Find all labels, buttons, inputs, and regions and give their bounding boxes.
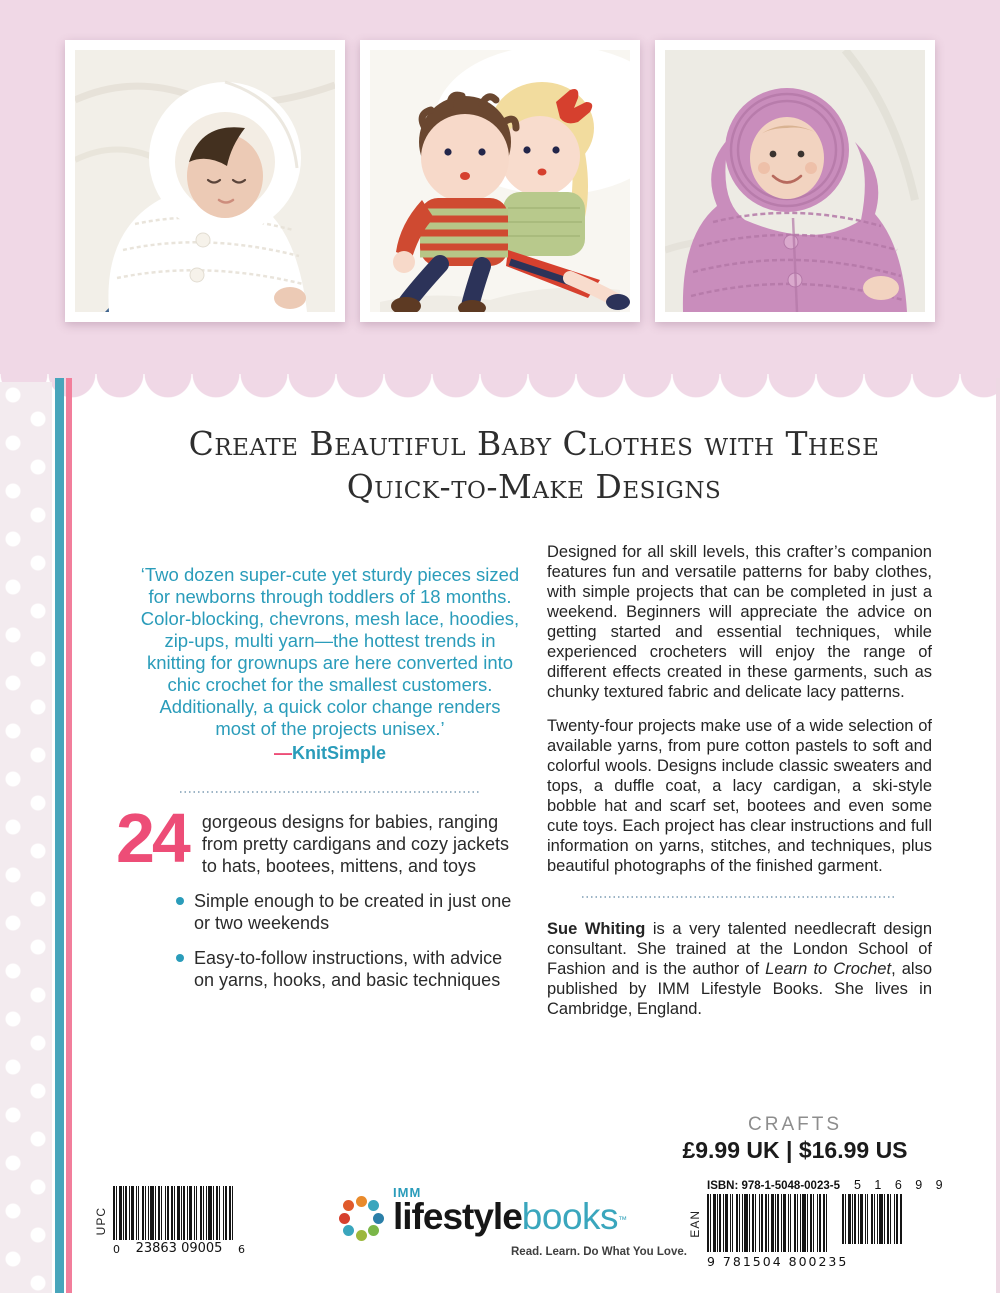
photo-baby-pink-cardigan — [655, 40, 935, 322]
upc-digit-right: 6 — [238, 1243, 245, 1256]
polka-dot-rail — [0, 382, 52, 1293]
bullet-item: Easy-to-follow instructions, with advice on yarns, hooks, and basic techniques — [176, 947, 520, 991]
headline-line1: Create Beautiful Baby Clothes with These — [188, 424, 880, 463]
dotted-divider — [582, 896, 897, 898]
back-cover-content — [72, 398, 996, 1033]
headline-line2: Quick-to-Make Designs — [346, 467, 722, 506]
photo-crochet-dolls — [360, 40, 640, 322]
ean-body — [707, 1178, 948, 1269]
author-name: Sue Whiting — [547, 920, 646, 938]
publisher-imprint: IMM — [393, 1185, 422, 1200]
price-label: £9.99 UK | $16.99 US — [682, 1137, 908, 1163]
upc-digits: 23863 09005 — [135, 1241, 223, 1256]
ean-addon-number: 5 1 6 9 9 — [853, 1178, 948, 1192]
teal-stripe — [55, 378, 64, 1293]
upc-digit-left: 0 — [113, 1243, 120, 1256]
ean-barcode-block — [688, 1178, 948, 1269]
sleeping-baby-illustration — [75, 50, 335, 312]
photo-row — [65, 40, 935, 322]
ean-label: EAN — [688, 1209, 702, 1238]
trademark-symbol: ™ — [618, 1214, 628, 1225]
photo-sleeping-baby-white-hoodie — [65, 40, 345, 322]
bullet-item: Simple enough to be created in just one or two weekends — [176, 890, 520, 934]
upc-label: UPC — [94, 1206, 108, 1236]
publisher-dots-icon — [337, 1194, 385, 1242]
bio-text-1: is a very talented needlecraft design consultant. She trained at the London School of Fashion and is the author of — [547, 920, 932, 978]
dotted-divider — [180, 791, 480, 793]
upc-barcode — [113, 1186, 233, 1240]
publisher-logo — [337, 1186, 687, 1258]
ean-barcode — [707, 1194, 829, 1252]
author-bio — [547, 919, 932, 1019]
bio-text-2: , also published by IMM Lifestyle Books. She lives in Cambridge, England. — [547, 960, 933, 1018]
description-paragraph-1: Designed for all skill levels, this crafter’s companion features fun and versatile patterns for baby clothes, with simple projects that can be completed in just a weekend. Beginners will appreciate the advice on getting started and essential techniques, while experienced crocheters will enjoy the range of different effects created in these garments, such as chunky textured fabric and delicate lacy patterns. — [547, 543, 932, 701]
category-label: CRAFTS — [748, 1114, 842, 1135]
upc-barcode-block — [94, 1186, 245, 1256]
design-count-text: gorgeous designs for babies, ranging from pretty cardigans and cozy jackets to hats, bootees, mittens, and toys — [201, 812, 510, 876]
right-column — [547, 542, 932, 1033]
design-count-row — [116, 799, 520, 877]
pink-cardigan-baby-illustration — [665, 50, 925, 312]
publisher-tagline: Read. Learn. Do What You Love. — [511, 1246, 687, 1258]
description-paragraph-2: Twenty-four projects make use of a wide selection of available yarns, from pure cotton pastels to soft and colorful wools. Designs include classic sweaters and tops, a duffle coat, a lacy cardigan, a ski-style bobble hat and scarf set, bootees and even some cute toys. Each project has clear instructions and full information on yarns, stitches, and techniques, plus beautiful photographs of the finished garment. — [547, 717, 932, 875]
publisher-wordmark — [393, 1196, 687, 1243]
highlight-bullets — [140, 890, 520, 991]
ean-digits: 9 781504 800235 — [707, 1254, 849, 1269]
ean-addon-barcode — [842, 1194, 902, 1244]
review-attribution — [140, 743, 520, 764]
wordmark-lifestyle: lifestyle — [393, 1196, 522, 1237]
upc-body — [113, 1186, 245, 1256]
isbn-number: ISBN: 978-1-5048-0023-5 — [707, 1180, 840, 1192]
headline — [72, 422, 996, 508]
design-count-number: 24 — [116, 799, 188, 877]
scalloped-edge — [0, 374, 1000, 398]
book-title-italic: Learn to Crochet — [765, 960, 892, 978]
attribution-dash: — — [273, 743, 292, 763]
wordmark-books: books — [521, 1196, 619, 1237]
left-column — [116, 542, 520, 1033]
right-edge-sliver — [996, 378, 1000, 1293]
review-quote: ‘Two dozen super-cute yet sturdy pieces sized for newborns through toddlers of 18 months. Color-blocking, chevrons, mesh lace, hoodies, zip-ups, multi yarn—the hottest trends in knitting for grownups are here converted into chic crochet for the smallest customers. Additionally, a quick color change renders most of the projects unisex.’ — [140, 564, 520, 739]
crochet-dolls-illustration — [370, 50, 630, 312]
attribution-source: KnitSimple — [291, 743, 386, 763]
